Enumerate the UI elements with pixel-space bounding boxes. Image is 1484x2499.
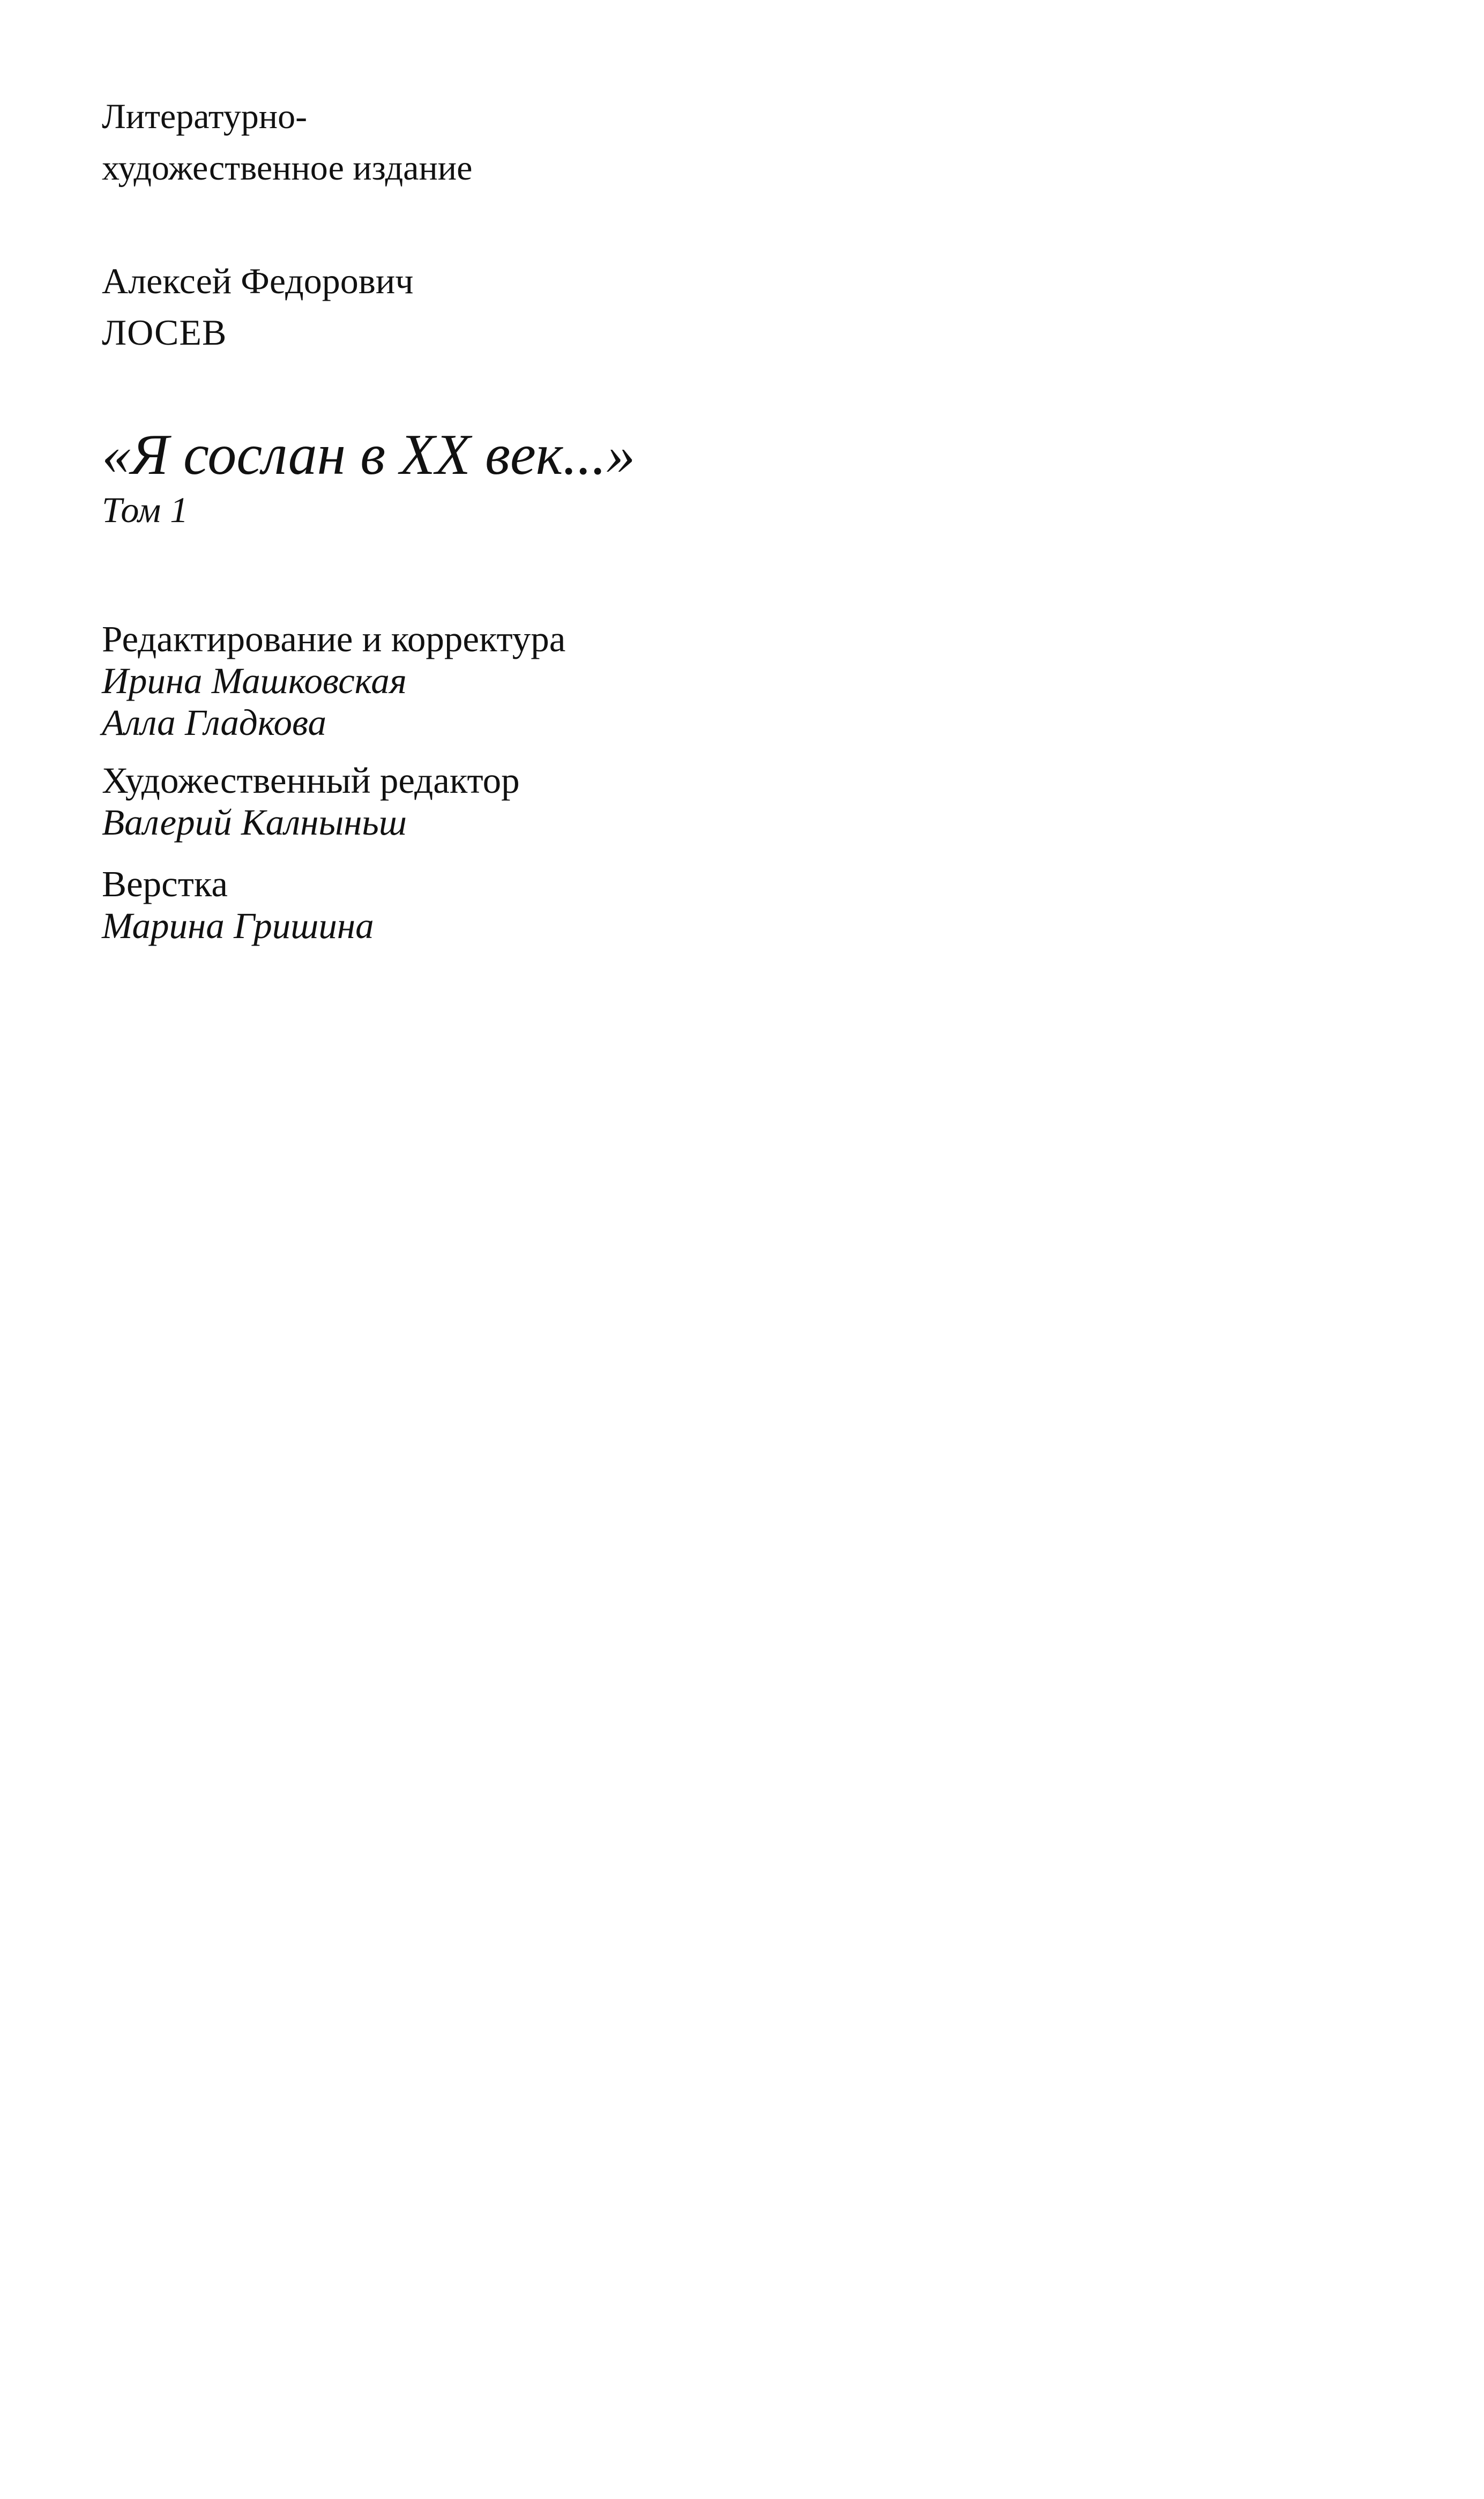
edition-type-line-1: Литературно-	[102, 97, 308, 136]
credit-role: Редактирование и корректура	[102, 619, 566, 659]
credit-layout	[102, 863, 374, 947]
credit-role: Верстка	[102, 864, 228, 904]
credit-name: Ирина Машковская	[102, 660, 407, 701]
credit-name: Валерий Калныньш	[102, 802, 407, 843]
book-title: «Я сослан в XX век...»	[102, 423, 636, 487]
credit-name: Марина Гришина	[102, 905, 374, 946]
author-surname: ЛОСЕВ	[102, 312, 227, 353]
author-name: Алексей Федорович	[102, 261, 414, 301]
author	[102, 255, 413, 358]
edition-type	[102, 91, 472, 194]
credit-editing	[102, 618, 565, 743]
credit-role: Художественный редактор	[102, 760, 520, 801]
book-title-block	[102, 422, 635, 531]
edition-type-line-2: художественное издание	[102, 148, 473, 188]
credit-name: Алла Гладкова	[102, 702, 326, 743]
volume-label: Том 1	[102, 489, 189, 530]
credit-art-editor	[102, 760, 520, 843]
